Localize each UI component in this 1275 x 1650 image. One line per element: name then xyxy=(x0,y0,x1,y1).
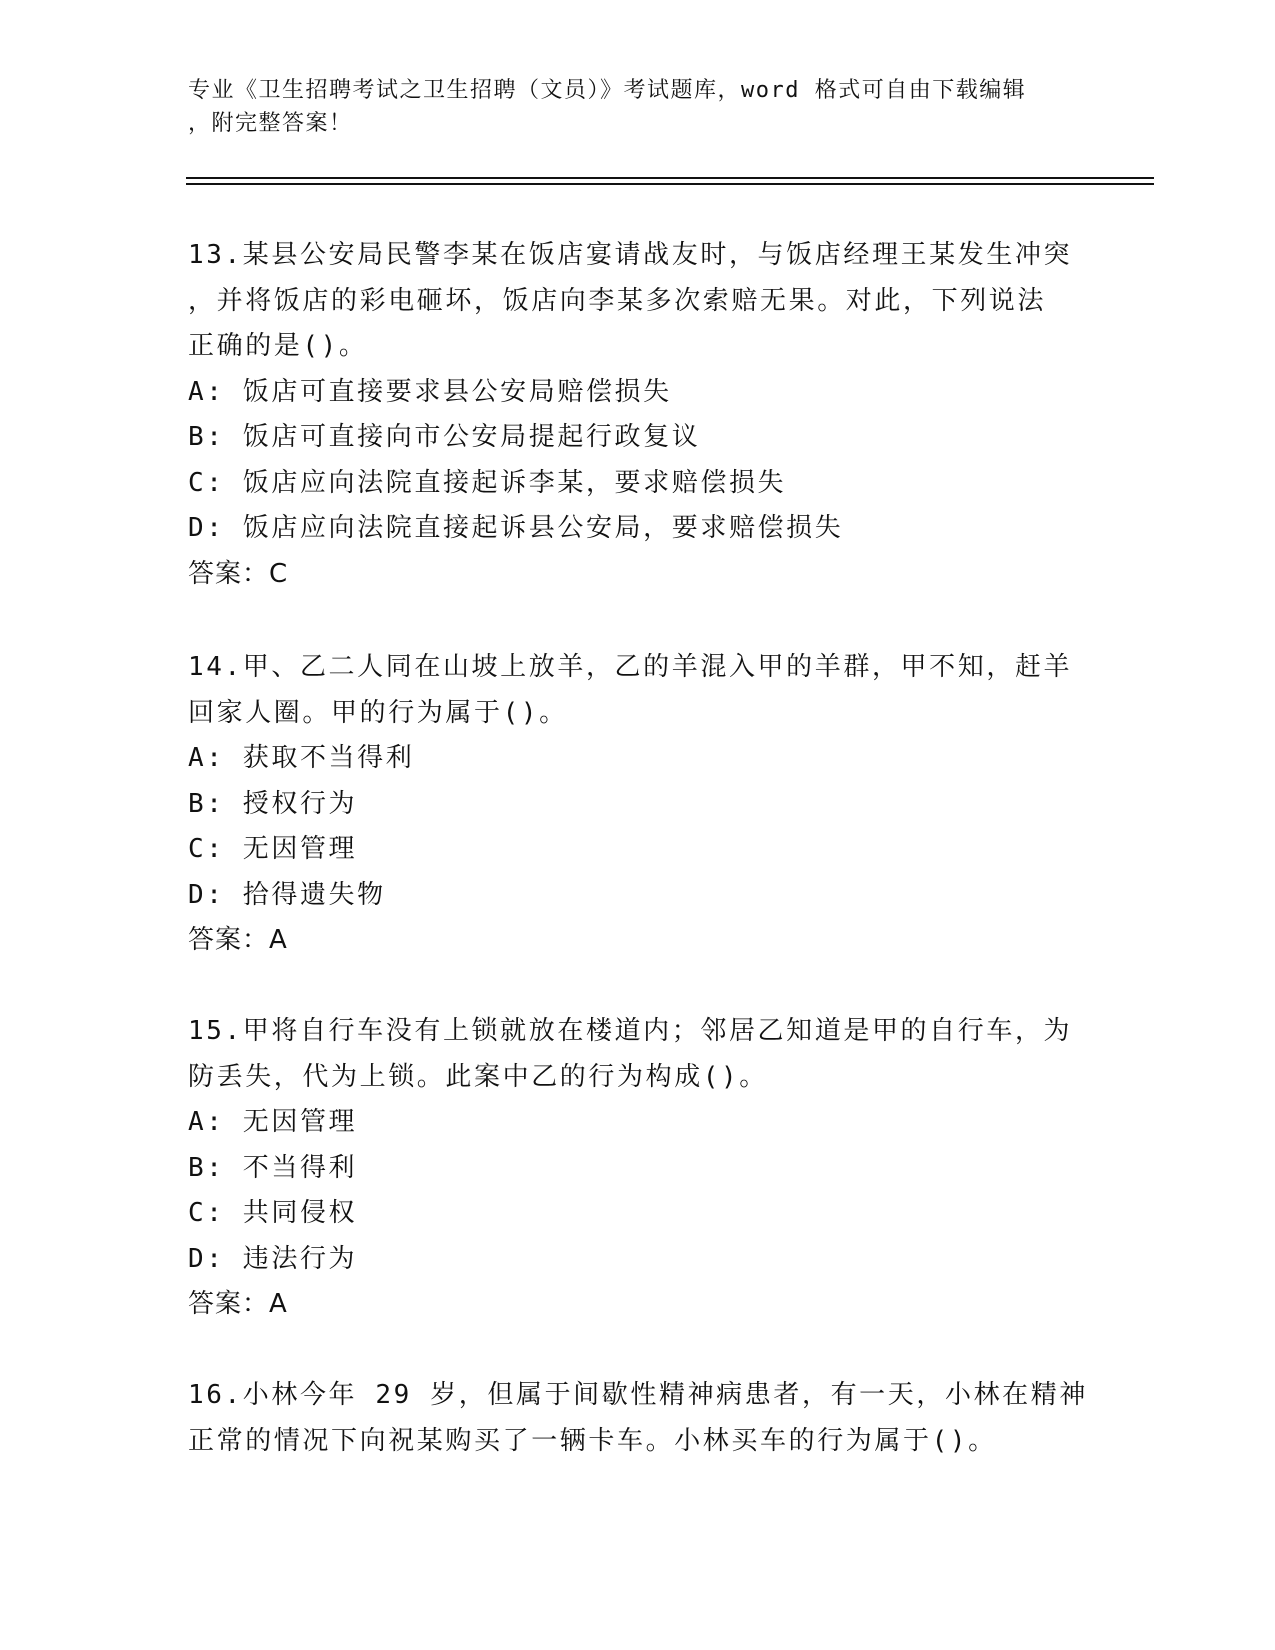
question-stem-line: 正确的是()。 xyxy=(188,331,368,361)
option-a: A: 饭店可直接要求县公安局赔偿损失 xyxy=(188,376,672,407)
option-c: C: 共同侵权 xyxy=(188,1198,358,1228)
question-16 xyxy=(188,1373,1088,1464)
option-a: A: 无因管理 xyxy=(188,1107,358,1137)
question-stem-line: 15.甲将自行车没有上锁就放在楼道内；邻居乙知道是甲的自行车，为 xyxy=(188,1016,1073,1046)
header-line-2: ，附完整答案！ xyxy=(188,111,353,136)
option-d: D: 违法行为 xyxy=(188,1243,358,1274)
question-stem-line: 16.小林今年 29 岁，但属于间歇性精神病患者，有一天，小林在精神 xyxy=(188,1380,1088,1410)
answer-label: 答案：C xyxy=(188,558,289,589)
question-14 xyxy=(188,645,1088,964)
option-b: B: 不当得利 xyxy=(188,1152,358,1183)
option-c: C: 饭店应向法院直接起诉李某，要求赔偿损失 xyxy=(188,467,787,498)
question-stem-line: ，并将饭店的彩电砸坏，饭店向李某多次索赔无果。对此，下列说法 xyxy=(188,285,1047,316)
document-header xyxy=(188,74,1088,140)
option-c: C: 无因管理 xyxy=(188,834,358,864)
question-stem-line: 防丢失，代为上锁。此案中乙的行为构成()。 xyxy=(188,1061,768,1092)
question-stem-line: 回家人圈。甲的行为属于()。 xyxy=(188,697,568,728)
question-stem-line: 正常的情况下向祝某购买了一辆卡车。小林买车的行为属于()。 xyxy=(188,1425,997,1456)
answer-label: 答案：A xyxy=(188,1289,288,1319)
header-divider-bottom xyxy=(186,183,1154,185)
header-divider-top xyxy=(186,177,1154,179)
question-stem-line: 14.甲、乙二人同在山坡上放羊，乙的羊混入甲的羊群，甲不知，赶羊 xyxy=(188,652,1073,682)
option-b: B: 饭店可直接向市公安局提起行政复议 xyxy=(188,422,701,452)
option-b: B: 授权行为 xyxy=(188,788,358,819)
option-a: A: 获取不当得利 xyxy=(188,743,415,773)
question-stem-line: 13.某县公安局民警李某在饭店宴请战友时，与饭店经理王某发生冲突 xyxy=(188,240,1073,270)
question-13 xyxy=(188,233,1088,597)
header-line-1: 专业《卫生招聘考试之卫生招聘（文员）》考试题库，word 格式可自由下载编辑 xyxy=(188,78,1027,103)
question-15 xyxy=(188,1009,1088,1328)
answer-label: 答案：A xyxy=(188,925,288,955)
option-d: D: 拾得遗失物 xyxy=(188,879,386,910)
option-d: D: 饭店应向法院直接起诉县公安局，要求赔偿损失 xyxy=(188,513,844,543)
